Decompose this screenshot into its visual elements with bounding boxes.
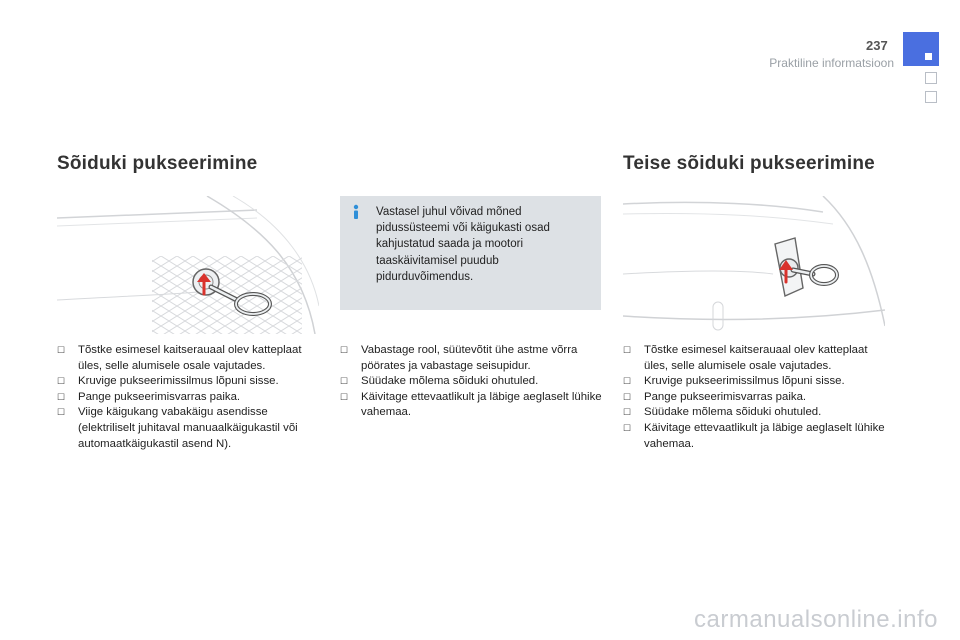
chapter-tab[interactable] (925, 72, 937, 84)
info-text: Vastasel juhul võivad mõned pidussüsteemi või käigukasti osad kahjustatud saada ja mootori taaskäivitamisel puudub pidurduvõimendus. (376, 206, 550, 283)
page-number: 237 (866, 38, 888, 53)
list-item: ☐ Vabastage rool, süütevõtit ühe astme võrra pöörates ja vabastage seisupidur. (340, 343, 608, 374)
list-item: ☐ Pange pukseerimisvarras paika. (623, 390, 891, 406)
info-icon (349, 204, 363, 220)
chapter-tab-active[interactable] (903, 32, 939, 66)
steps-list-middle (340, 343, 608, 421)
section-title: Praktiline informatsioon (769, 56, 894, 70)
chapter-tab[interactable] (925, 91, 937, 103)
list-item: ☐ Tõstke esimesel kaitserauaal olev katteplaat üles, selle alumisele osale vajutades. (623, 343, 891, 374)
list-item: ☐ Süüdake mõlema sõiduki ohutuled. (340, 374, 608, 390)
list-item: ☐ Käivitage ettevaatlikult ja läbige aeglaselt lühike vahemaa. (340, 390, 608, 421)
tab-marker (925, 53, 932, 60)
watermark: carmanualsonline.info (694, 606, 938, 633)
section-heading-towing-vehicle: Sõiduki pukseerimine (57, 153, 258, 174)
steps-list-left (57, 343, 325, 452)
list-item: ☐ Viige käigukang vabakäigu asendisse (elektriliselt juhitaval manuaalkäigukastil või automaatkäigukastil asend N). (57, 405, 325, 452)
list-item: ☐ Kruvige pukseerimissilmus lõpuni sisse. (623, 374, 891, 390)
list-item: ☐ Tõstke esimesel kaitserauaal olev katteplaat üles, selle alumisele osale vajutades. (57, 343, 325, 374)
steps-list-right (623, 343, 891, 452)
list-item: ☐ Kruvige pukseerimissilmus lõpuni sisse. (57, 374, 325, 390)
towing-eye-rear-illustration (623, 196, 885, 334)
section-heading-towing-other-vehicle: Teise sõiduki pukseerimine (623, 153, 875, 174)
list-item: ☐ Pange pukseerimisvarras paika. (57, 390, 325, 406)
list-item: ☐ Käivitage ettevaatlikult ja läbige aeglaselt lühike vahemaa. (623, 421, 891, 452)
info-note (340, 196, 601, 310)
towing-eye-front-illustration (57, 196, 319, 334)
list-item: ☐ Süüdake mõlema sõiduki ohutuled. (623, 405, 891, 421)
